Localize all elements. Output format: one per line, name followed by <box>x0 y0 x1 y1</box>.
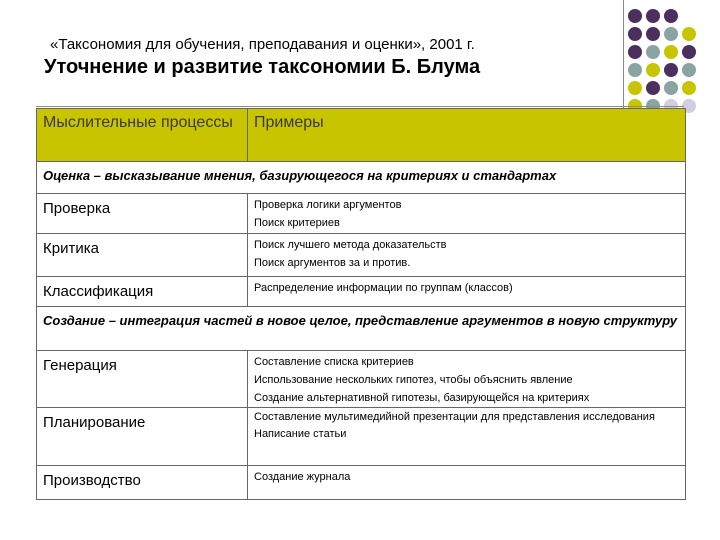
dot <box>646 45 660 59</box>
table-row <box>37 466 686 500</box>
dot <box>664 9 678 23</box>
process-cell: Планирование <box>37 408 248 466</box>
example-line: Поиск лучшего метода доказательств <box>254 239 447 251</box>
section-row <box>37 162 686 194</box>
dot <box>664 27 678 41</box>
dot <box>664 81 678 95</box>
dot <box>628 27 642 41</box>
examples-cell <box>248 277 686 307</box>
examples-cell <box>248 194 686 234</box>
table-header-row <box>37 109 686 162</box>
example-line: Распределение информации по группам (классов) <box>254 282 513 294</box>
table-row <box>37 234 686 277</box>
dot <box>682 63 696 77</box>
dot <box>664 45 678 59</box>
examples-cell <box>248 351 686 408</box>
example-line: Создание альтернативной гипотезы, базирующейся на критериях <box>254 392 590 404</box>
example-line: Проверка логики аргументов <box>254 199 402 211</box>
process-cell: Генерация <box>37 351 248 408</box>
horizontal-divider <box>36 106 684 107</box>
table-row <box>37 194 686 234</box>
table-row <box>37 408 686 466</box>
process-cell: Производство <box>37 466 248 500</box>
process-cell: Классификация <box>37 277 248 307</box>
header-examples: Примеры <box>248 109 686 162</box>
example-line: Поиск критериев <box>254 217 340 229</box>
example-line: Создание журнала <box>254 471 351 483</box>
section-title: Создание – интеграция частей в новое целое, представление аргументов в новую структуру <box>37 307 686 351</box>
example-line: Написание статьи <box>254 428 347 440</box>
table-row <box>37 277 686 307</box>
dot <box>682 27 696 41</box>
table-row <box>37 351 686 408</box>
examples-cell <box>248 234 686 277</box>
dot <box>646 27 660 41</box>
dot <box>646 9 660 23</box>
dot <box>664 63 678 77</box>
taxonomy-table <box>36 108 686 500</box>
example-line: Поиск аргументов за и против. <box>254 257 411 269</box>
dot <box>628 63 642 77</box>
dot <box>628 45 642 59</box>
slide-title: Уточнение и развитие таксономии Б. Блума <box>44 56 481 78</box>
dot <box>628 81 642 95</box>
process-cell: Проверка <box>37 194 248 234</box>
dot <box>682 81 696 95</box>
section-title: Оценка – высказывание мнения, базирующегося на критериях и стандартах <box>37 162 686 194</box>
examples-cell <box>248 408 686 466</box>
dot <box>628 9 642 23</box>
example-line: Составление мультимедийной презентации для представления исследования <box>254 411 655 423</box>
header-processes: Мыслительные процессы <box>37 109 248 162</box>
dot <box>646 81 660 95</box>
slide-subtitle: «Таксономия для обучения, преподавания и оценки», 2001 г. <box>50 36 475 53</box>
section-row <box>37 307 686 351</box>
dot <box>646 63 660 77</box>
example-line: Составление списка критериев <box>254 356 414 368</box>
examples-cell <box>248 466 686 500</box>
example-line: Использование нескольких гипотез, чтобы объяснить явление <box>254 374 573 386</box>
dot <box>682 45 696 59</box>
process-cell: Критика <box>37 234 248 277</box>
